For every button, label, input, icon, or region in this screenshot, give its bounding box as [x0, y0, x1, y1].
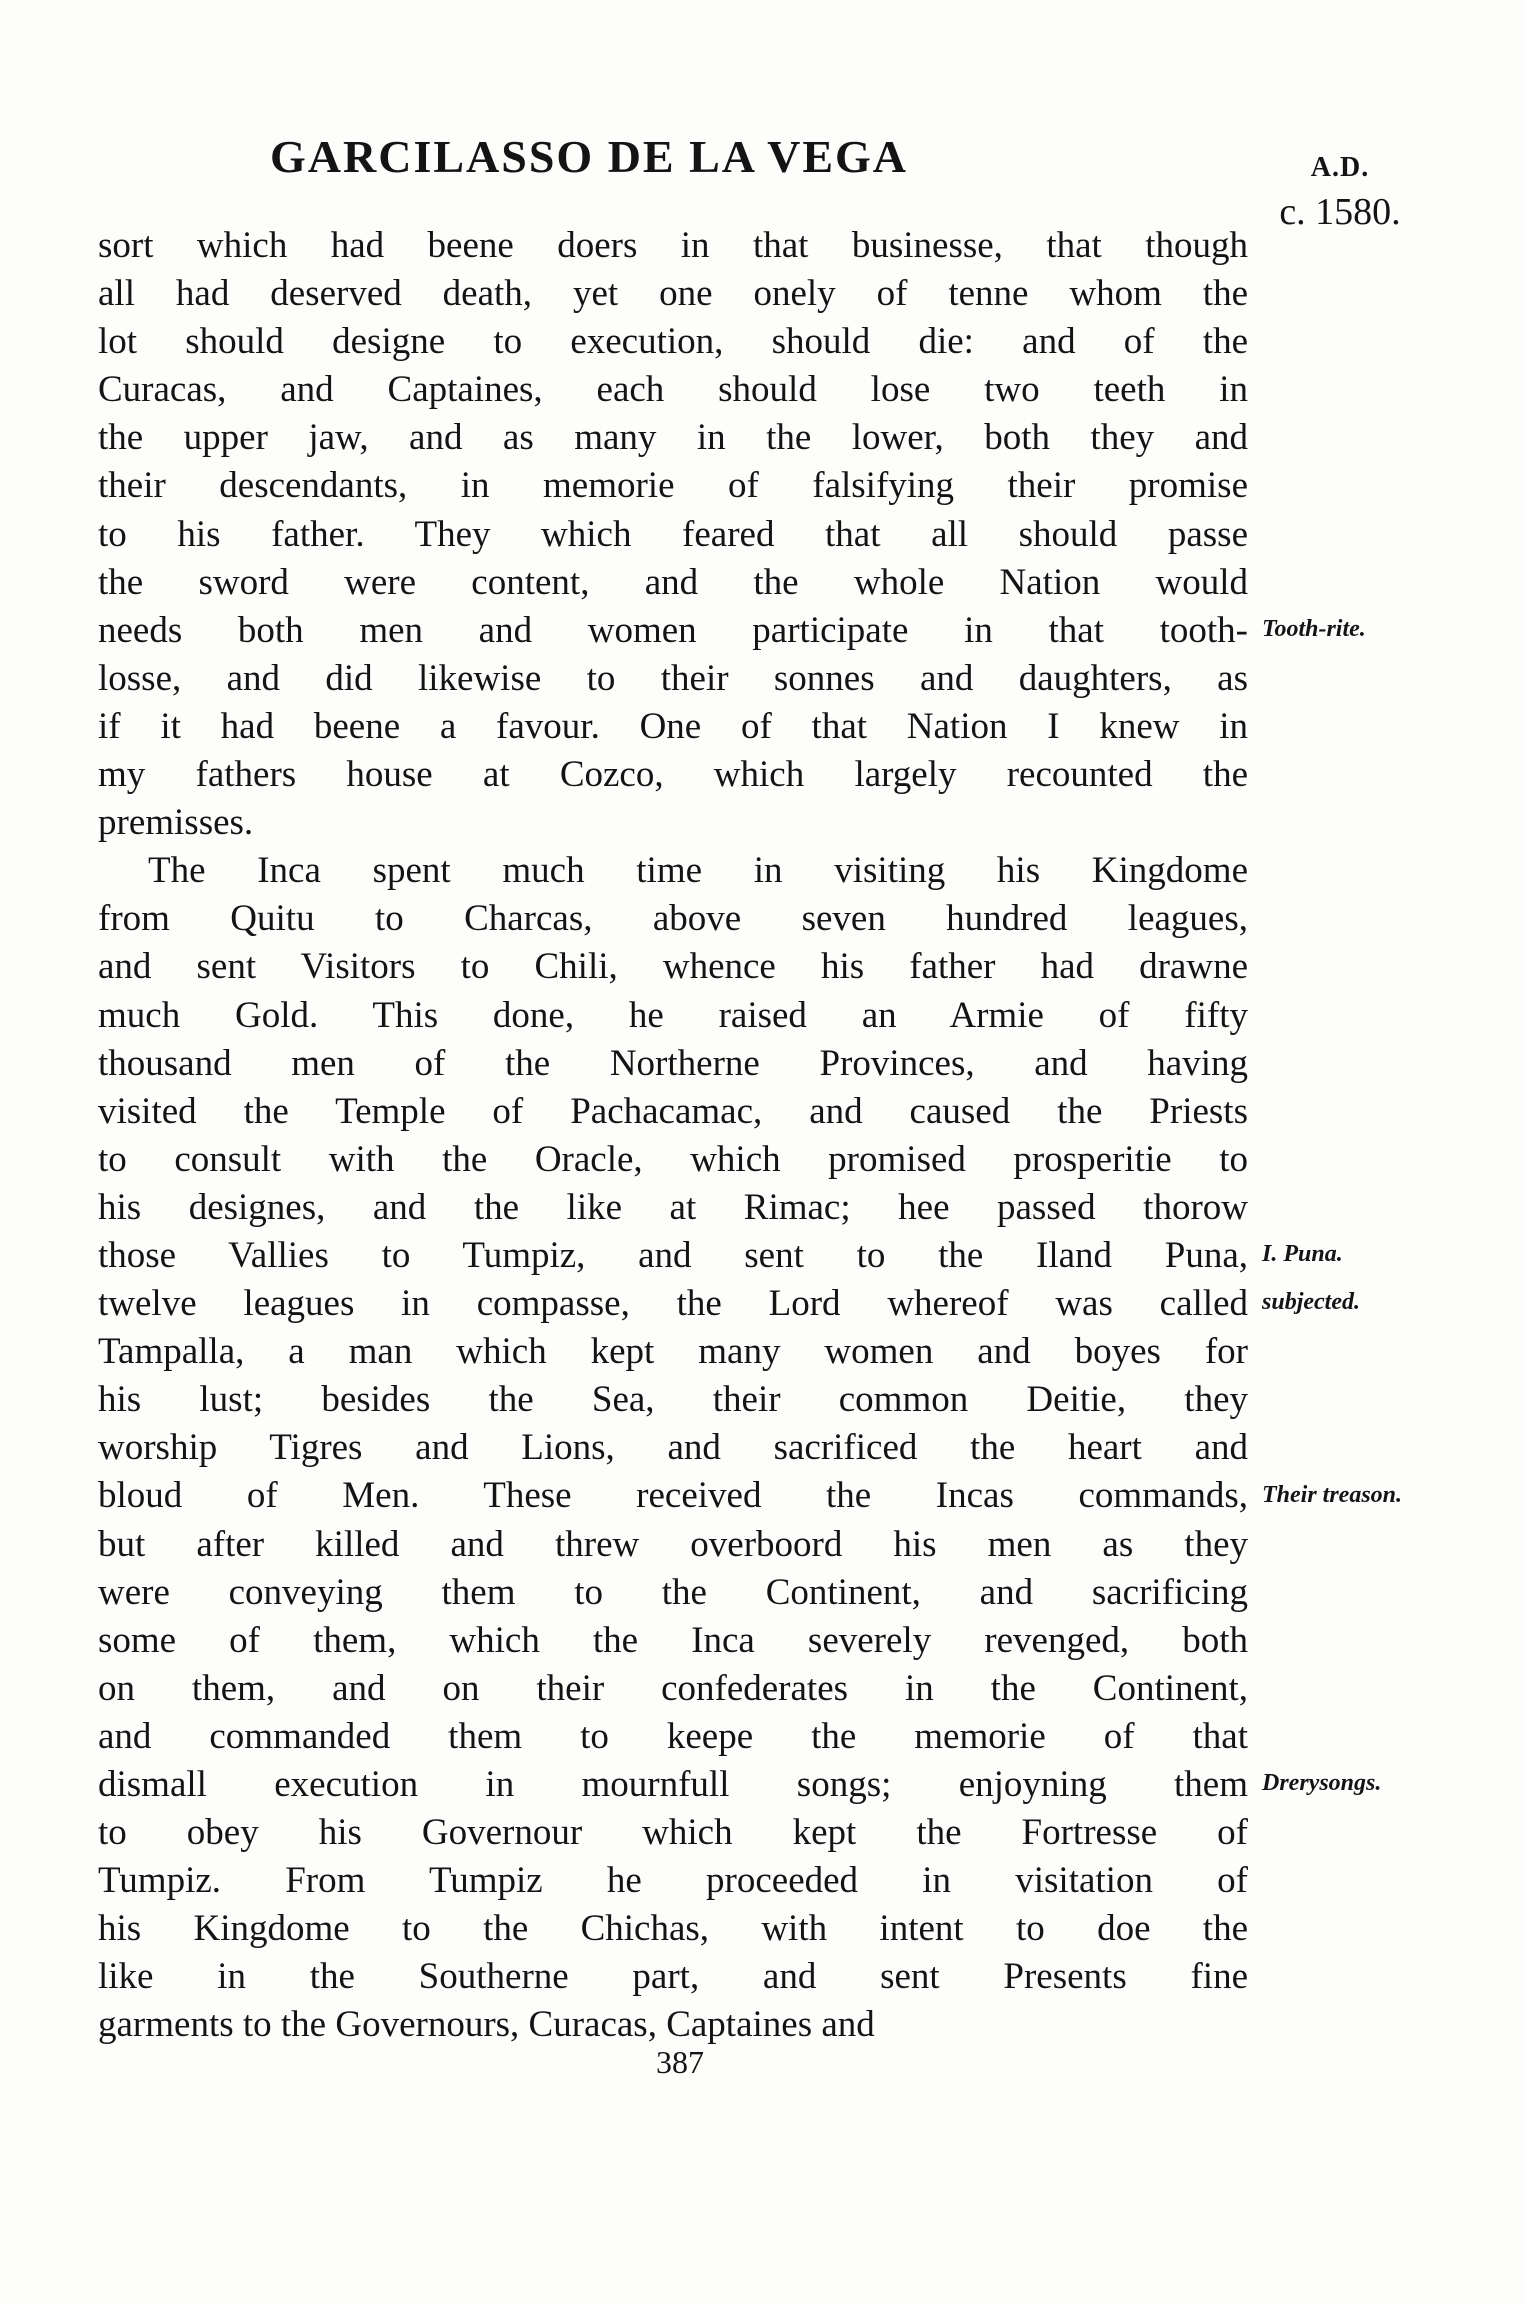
- body-line: twelve leagues in compasse, the Lord whereof was called: [98, 1283, 1248, 1325]
- body-line: were conveying them to the Continent, and sacrificing: [98, 1571, 1248, 1613]
- marginal-note: Their treason.: [1262, 1481, 1403, 1508]
- body-line: Tampalla, a man which kept many women and boyes for: [98, 1331, 1248, 1373]
- date-block: [1240, 146, 1440, 234]
- body-line: garments to the Governours, Curacas, Captaines and: [98, 2004, 875, 2046]
- body-line: Tumpiz. From Tumpiz he proceeded in visitation of: [98, 1860, 1248, 1902]
- marginal-note: Tooth-rite.: [1262, 615, 1366, 642]
- body-line: from Quitu to Charcas, above seven hundred leagues,: [98, 898, 1248, 940]
- marginal-note: Drerysongs.: [1262, 1770, 1382, 1797]
- body-text: [98, 222, 1248, 2050]
- body-line: needs both men and women participate in that tooth-: [98, 609, 1248, 651]
- body-line: worship Tigres and Lions, and sacrificed the heart and: [98, 1427, 1248, 1469]
- body-line: bloud of Men. These received the Incas commands,: [98, 1475, 1248, 1517]
- body-line: sort which had beene doers in that businesse, that though: [98, 225, 1248, 266]
- body-line: if it had beene a favour. One of that Nation I knew in: [98, 705, 1248, 747]
- body-line: some of them, which the Inca severely revenged, both: [98, 1619, 1248, 1661]
- body-line: his designes, and the like at Rimac; hee passed thorow: [98, 1186, 1248, 1228]
- body-line: The Inca spent much time in visiting his Kingdome: [148, 850, 1248, 892]
- date-year: c. 1580.: [1279, 191, 1401, 233]
- marginal-note: subjected.: [1262, 1289, 1360, 1316]
- body-line: to his father. They which feared that all should passe: [98, 513, 1248, 555]
- body-line: and commanded them to keepe the memorie of that: [98, 1715, 1248, 1757]
- folio-page-number: 387: [656, 2044, 704, 2080]
- body-line: but after killed and threw overboord his men as they: [98, 1523, 1248, 1565]
- date-era: A.D.: [1310, 152, 1370, 183]
- marginal-note: I. Puna.: [1262, 1241, 1343, 1268]
- body-line: like in the Southerne part, and sent Presents fine: [98, 1956, 1248, 1998]
- body-line: much Gold. This done, he raised an Armie of fifty: [98, 994, 1248, 1036]
- body-line: and sent Visitors to Chili, whence his father had drawne: [98, 946, 1248, 988]
- body-line: thousand men of the Northerne Provinces, and having: [98, 1042, 1248, 1084]
- body-line: dismall execution in mournfull songs; enjoyning them: [98, 1764, 1248, 1805]
- body-line: on them, and on their confederates in the Continent,: [98, 1667, 1248, 1709]
- body-line: losse, and did likewise to their sonnes and daughters, as: [98, 657, 1248, 699]
- body-line: Curacas, and Captaines, each should lose two teeth in: [98, 369, 1248, 411]
- body-line: the upper jaw, and as many in the lower, both they and: [98, 417, 1248, 459]
- body-line: all had deserved death, yet one onely of tenne whom the: [98, 273, 1248, 315]
- body-line: to consult with the Oracle, which promised prosperitie to: [98, 1138, 1248, 1180]
- body-line: their descendants, in memorie of falsifying their promise: [98, 465, 1248, 507]
- body-line: to obey his Governour which kept the Fortresse of: [98, 1812, 1248, 1854]
- body-line: those Vallies to Tumpiz, and sent to the Iland Puna,: [98, 1234, 1248, 1276]
- body-line: the sword were content, and the whole Nation would: [98, 561, 1248, 603]
- body-line: visited the Temple of Pachacamac, and caused the Priests: [98, 1090, 1248, 1132]
- body-line: my fathers house at Cozco, which largely recounted the: [98, 754, 1248, 796]
- running-head-title: GARCILASSO DE LA VEGA: [270, 131, 909, 182]
- body-line: his lust; besides the Sea, their common Deitie, they: [98, 1379, 1248, 1421]
- body-line: premisses.: [98, 802, 254, 844]
- body-line: his Kingdome to the Chichas, with intent to doe the: [98, 1908, 1248, 1950]
- body-line: lot should designe to execution, should die: and of the: [98, 321, 1248, 363]
